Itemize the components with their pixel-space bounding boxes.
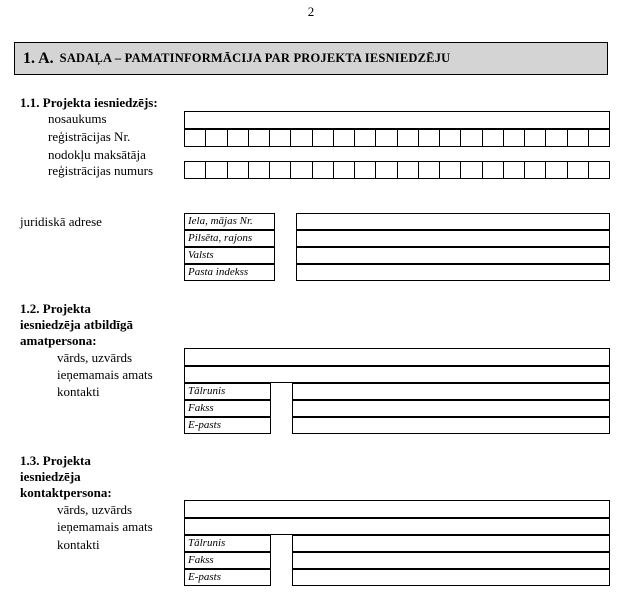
- section-1-2-heading-line2: iesniedzēja atbildīgā: [20, 317, 134, 332]
- city-label: Pilsēta, rajons: [184, 230, 275, 247]
- digit-cell[interactable]: [270, 162, 291, 178]
- digit-cell[interactable]: [461, 162, 482, 178]
- official-position-label: ieņemamais amats: [57, 367, 153, 382]
- digit-cell[interactable]: [206, 162, 227, 178]
- digit-cell[interactable]: [483, 162, 504, 178]
- digit-cell[interactable]: [546, 130, 567, 146]
- country-label: Valsts: [184, 247, 275, 264]
- contact-email-label: E-pasts: [184, 569, 271, 586]
- digit-cell[interactable]: [249, 162, 270, 178]
- section-1-3-heading-line3: kontaktpersona:: [20, 485, 112, 500]
- digit-cell[interactable]: [355, 130, 376, 146]
- digit-cell[interactable]: [291, 130, 312, 146]
- section-1-3-heading-line1: 1.3. Projekta: [20, 453, 91, 468]
- postal-code-label: Pasta indekss: [184, 264, 275, 281]
- digit-cell[interactable]: [291, 162, 312, 178]
- legal-address-label: juridiskā adrese: [20, 214, 102, 229]
- digit-cell[interactable]: [313, 162, 334, 178]
- contact-phone-label: Tālrunis: [184, 535, 271, 552]
- contact-name-field[interactable]: [184, 500, 610, 518]
- digit-cell[interactable]: [185, 130, 206, 146]
- digit-cell[interactable]: [440, 130, 461, 146]
- digit-cell[interactable]: [546, 162, 567, 178]
- postal-code-field[interactable]: [296, 264, 610, 281]
- contact-name-label: vārds, uzvārds: [57, 502, 133, 517]
- official-email-field[interactable]: [292, 417, 610, 434]
- section-1-2-heading-line3: amatpersona:: [20, 333, 97, 348]
- digit-cell[interactable]: [249, 130, 270, 146]
- digit-cell[interactable]: [483, 130, 504, 146]
- street-label: Iela, mājas Nr.: [184, 213, 275, 230]
- contact-email-field[interactable]: [292, 569, 610, 586]
- digit-cell[interactable]: [525, 130, 546, 146]
- official-contacts-label: kontakti: [57, 384, 100, 399]
- tax-number-field[interactable]: [184, 161, 610, 179]
- section-number: 1. A.: [23, 49, 54, 67]
- city-field[interactable]: [296, 230, 610, 247]
- official-phone-field[interactable]: [292, 383, 610, 400]
- digit-cell[interactable]: [355, 162, 376, 178]
- contact-phone-field[interactable]: [292, 535, 610, 552]
- digit-cell[interactable]: [376, 130, 397, 146]
- official-email-label: E-pasts: [184, 417, 271, 434]
- name-field[interactable]: [184, 111, 610, 129]
- digit-cell[interactable]: [568, 130, 589, 146]
- section-1-3-heading-line2: iesniedzēja: [20, 469, 81, 484]
- official-fax-field[interactable]: [292, 400, 610, 417]
- digit-cell[interactable]: [568, 162, 589, 178]
- digit-cell[interactable]: [270, 130, 291, 146]
- name-label: nosaukums: [48, 111, 107, 126]
- digit-cell[interactable]: [334, 162, 355, 178]
- digit-cell[interactable]: [504, 130, 525, 146]
- digit-cell[interactable]: [440, 162, 461, 178]
- digit-cell[interactable]: [589, 162, 609, 178]
- digit-cell[interactable]: [185, 162, 206, 178]
- street-field[interactable]: [296, 213, 610, 230]
- digit-cell[interactable]: [589, 130, 609, 146]
- section-1-2-heading-line1: 1.2. Projekta: [20, 301, 91, 316]
- registration-number-field[interactable]: [184, 129, 610, 147]
- official-position-field[interactable]: [184, 366, 610, 383]
- digit-cell[interactable]: [228, 162, 249, 178]
- digit-cell[interactable]: [334, 130, 355, 146]
- digit-cell[interactable]: [206, 130, 227, 146]
- digit-cell[interactable]: [419, 162, 440, 178]
- tax-label-line1: nodokļu maksātāja: [48, 147, 146, 162]
- contact-position-field[interactable]: [184, 518, 610, 535]
- digit-cell[interactable]: [525, 162, 546, 178]
- tax-label-line2: reģistrācijas numurs: [48, 163, 154, 178]
- official-name-field[interactable]: [184, 348, 610, 366]
- digit-cell[interactable]: [461, 130, 482, 146]
- digit-cell[interactable]: [504, 162, 525, 178]
- page-number: 2: [307, 4, 315, 19]
- section-1-1-heading: 1.1. Projekta iesniedzējs:: [20, 95, 158, 110]
- digit-cell[interactable]: [419, 130, 440, 146]
- official-phone-label: Tālrunis: [184, 383, 271, 400]
- contact-position-label: ieņemamais amats: [57, 519, 153, 534]
- digit-cell[interactable]: [313, 130, 334, 146]
- contact-contacts-label: kontakti: [57, 537, 100, 552]
- digit-cell[interactable]: [376, 162, 397, 178]
- digit-cell[interactable]: [398, 162, 419, 178]
- section-title: SADAĻA – PAMATINFORMĀCIJA PAR PROJEKTA IESNIEDZĒJU: [59, 51, 451, 65]
- section-header: [14, 42, 608, 75]
- official-name-label: vārds, uzvārds: [57, 350, 133, 365]
- digit-cell[interactable]: [228, 130, 249, 146]
- contact-fax-label: Fakss: [184, 552, 271, 569]
- digit-cell[interactable]: [398, 130, 419, 146]
- official-fax-label: Fakss: [184, 400, 271, 417]
- country-field[interactable]: [296, 247, 610, 264]
- registration-number-label: reģistrācijas Nr.: [48, 129, 131, 144]
- contact-fax-field[interactable]: [292, 552, 610, 569]
